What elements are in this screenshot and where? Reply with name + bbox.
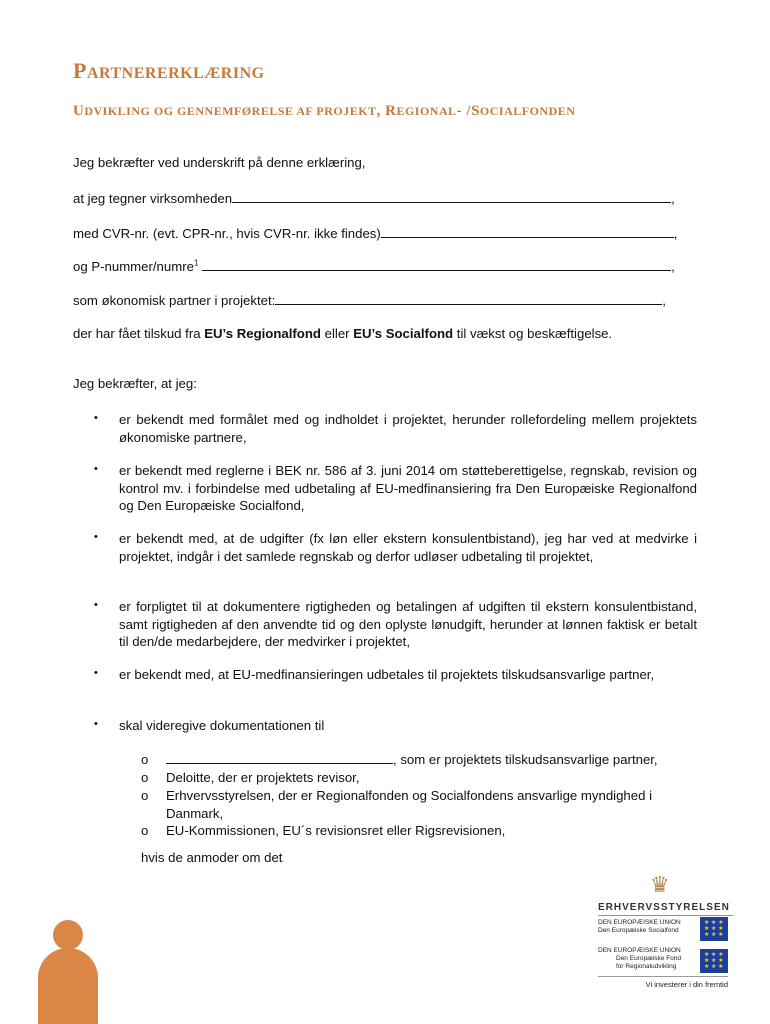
sub-marker: o: [141, 770, 149, 785]
bullet-marker: •: [94, 667, 98, 679]
socialfond-label: EU’s Socialfond: [353, 326, 454, 341]
page-title: PARTNERERKLÆRING: [73, 58, 265, 83]
p-number-input-line[interactable]: [202, 258, 671, 271]
bullet-item: er bekendt med reglerne i BEK nr. 586 af 3. juni 2014 om støtteberettigelse, regnskab, revision og kontrol mv. i forbindelse med udbetaling af EU-medfinansiering fra Den Europæiske Regionalfond og Den Europæiske Socialfond,: [119, 463, 697, 513]
intro-text: Jeg bekræfter ved underskrift på denne erklæring,: [73, 155, 366, 170]
cvr-field-row: med CVR-nr. (evt. CPR-nr., hvis CVR-nr. ikke findes) ,: [73, 226, 678, 241]
page-subtitle: UDVIKLING OG GENNEMFØRELSE AF PROJEKT, REGIONAL- /SOCIALFONDEN: [73, 103, 576, 119]
company-input-line[interactable]: [232, 190, 671, 203]
bullet-item: skal videregive dokumentationen til: [119, 718, 325, 733]
bullet-marker: •: [94, 463, 98, 475]
bullet-marker: •: [94, 718, 98, 730]
cvr-label: med CVR-nr. (evt. CPR-nr., hvis CVR-nr. ikke findes): [73, 226, 381, 241]
grant-statement: der har fået tilskud fra EU’s Regionalfond eller EU’s Socialfond til vækst og beskæftigelse.: [73, 326, 613, 341]
sub-marker: o: [141, 823, 149, 838]
sub-item: , som er projektets tilskudsansvarlige partner,: [166, 751, 701, 769]
p-number-field-row: og P-nummer/numre$^1$ ,: [73, 258, 675, 274]
bullet-item: er bekendt med, at de udgifter (fx løn eller ekstern konsulentbistand), jeg har ved at medvirke i projektet, indgår i det samlede regnskab og derfor udløser udbetaling til projektet,: [119, 531, 697, 564]
bullet-marker: •: [94, 412, 98, 424]
bullet-item: er bekendt med formålet med og indholdet i projektet, herunder rollefordeling mellem projektets økonomiske partnere,: [119, 412, 697, 445]
eu-flag-icon: ★ ★ ★ ★ ★ ★ ★ ★ ★: [700, 917, 728, 941]
company-field-row: at jeg tegner virksomheden ,: [73, 191, 675, 206]
person-icon-head: [53, 920, 83, 950]
bullet-marker: •: [94, 531, 98, 543]
bullet-item: er bekendt med, at EU-medfinansieringen udbetales til projektets tilskudsansvarlige partner,: [119, 667, 655, 682]
social-fund-label: DEN EUROPÆISKE UNION Den Europæiske Socialfond: [598, 919, 681, 934]
sub-item: Erhvervsstyrelsen, der er Regionalfonden og Socialfondens ansvarlige myndighed i Danmark,: [166, 788, 653, 821]
bullet-item: er forpligtet til at dokumentere rigtigheden og betalingen af udgiften til ekstern konsulentbistand, samt rigtigheden af den anvendte tid og den oplyste lønudgift, herunder at lønnen faktisk er betalt til den/de medarbejdere, der medvirker i projektet,: [119, 599, 697, 649]
cvr-input-line[interactable]: [381, 225, 674, 238]
erhvervsstyrelsen-logo: ERHVERVSSTYRELSEN: [598, 902, 733, 916]
partner-label: som økonomisk partner i projektet:: [73, 293, 276, 308]
bullet-marker: •: [94, 599, 98, 611]
footnote-marker: 1: [193, 258, 199, 268]
lead-partner-input-line[interactable]: [166, 751, 393, 764]
slogan: Vi investerer i din fremtid: [598, 976, 728, 989]
company-label: at jeg tegner virksomheden: [73, 191, 233, 206]
confirm-heading: Jeg bekræfter, at jeg:: [73, 376, 197, 391]
sub-marker: o: [141, 788, 149, 803]
regional-fund-label: DEN EUROPÆISKE UNION Den Europæiske Fond for Regionaludvikling: [598, 947, 682, 970]
sub-marker: o: [141, 752, 149, 767]
crown-icon: ♛: [650, 872, 670, 897]
partner-input-line[interactable]: [275, 292, 662, 305]
sub-item: Deloitte, der er projektets revisor,: [166, 770, 360, 785]
sub-item: EU-Kommissionen, EU´s revisionsret eller Rigsrevisionen,: [166, 823, 506, 838]
eu-flag-icon: ★ ★ ★ ★ ★ ★ ★ ★ ★: [700, 949, 728, 973]
p-number-label: og P-nummer/numre: [73, 259, 194, 274]
person-icon-body: [38, 948, 98, 1024]
closing-text: hvis de anmoder om det: [141, 850, 283, 865]
regionalfond-label: EU’s Regionalfond: [204, 326, 321, 341]
partner-field-row: som økonomisk partner i projektet: ,: [73, 293, 666, 308]
